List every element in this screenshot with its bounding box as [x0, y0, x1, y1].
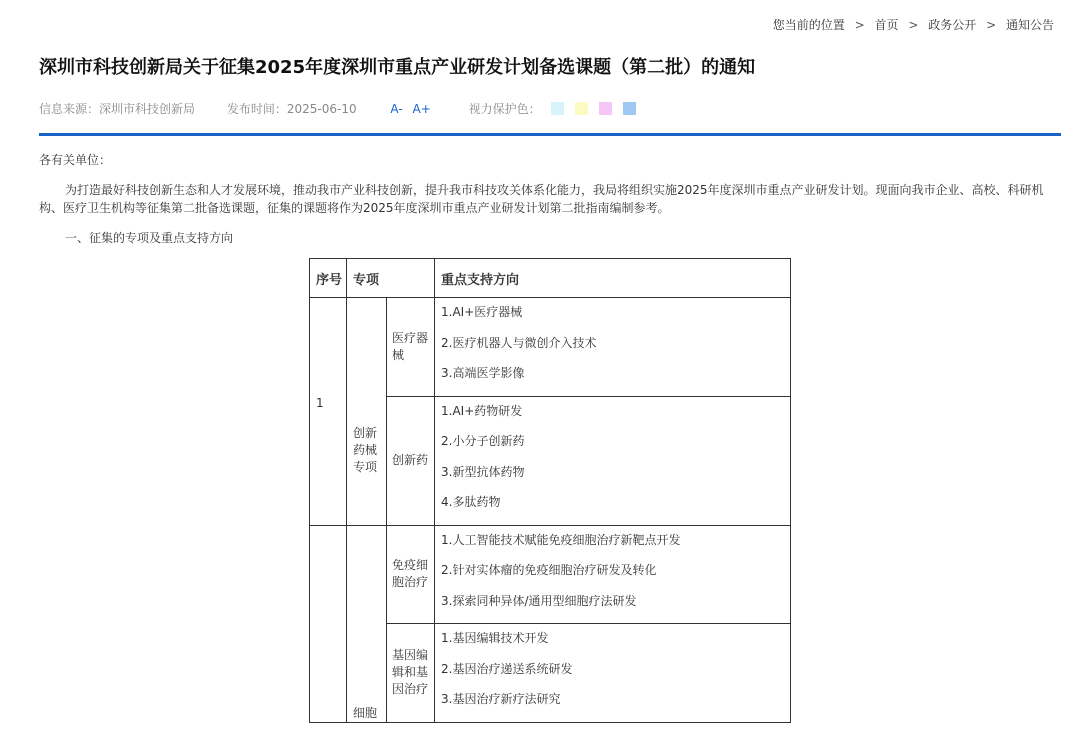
direction-item: 3.探索同种异体/通用型细胞疗法研发: [441, 593, 637, 608]
direction-item: 2.基因治疗递送系统研发: [441, 661, 573, 676]
direction-item: 2.小分子创新药: [441, 434, 525, 448]
breadcrumb-home-link[interactable]: 首页: [874, 18, 899, 32]
direction-item: 2.针对实体瘤的免疫细胞治疗研发及转化: [441, 563, 657, 577]
directions-cell: [435, 396, 791, 525]
breadcrumb-gov-affairs-link[interactable]: 政务公开: [928, 18, 977, 32]
direction-item: 1.基因编辑技术开发: [441, 631, 549, 645]
breadcrumb-separator: >: [854, 18, 865, 32]
special-project-cell: 细胞: [347, 525, 387, 722]
sub-field-cell: 基因编 辑和基 因治疗: [387, 624, 435, 723]
eye-color-blue-swatch[interactable]: [623, 102, 636, 115]
breadcrumb-prefix: 您当前的位置: [772, 18, 845, 32]
direction-item: 2.医疗机器人与微创介入技术: [441, 335, 597, 350]
font-smaller-button[interactable]: A-: [390, 101, 403, 116]
header-spec: 专项: [347, 259, 435, 298]
directions-cell: [435, 525, 791, 624]
direction-item: 3.新型抗体药物: [441, 464, 525, 479]
table-row: [310, 298, 791, 397]
salutation: 各有关单位：: [39, 153, 112, 167]
table-row: [310, 525, 791, 624]
direction-item: 4.多肽药物: [441, 495, 501, 509]
row-number-cell: [310, 525, 347, 722]
direction-item: 3.高端医学影像: [441, 366, 525, 380]
directions-cell: [435, 624, 791, 723]
eye-color-yellow-swatch[interactable]: [575, 102, 588, 115]
eye-color-cyan-swatch[interactable]: [551, 102, 564, 115]
section-heading-1: 一、征集的专项及重点支持方向: [65, 231, 234, 245]
breadcrumb-notices-link[interactable]: 通知公告: [1005, 18, 1054, 32]
direction-item: 3.基因治疗新疗法研究: [441, 692, 561, 706]
font-larger-button[interactable]: A+: [412, 101, 431, 116]
sub-field-cell: 创新药: [387, 396, 435, 525]
row-number-cell: 1: [310, 298, 347, 526]
page-title: 深圳市科技创新局关于征集2025年度深圳市重点产业研发计划备选课题（第二批）的通知: [39, 57, 756, 78]
directions-cell: [435, 298, 791, 397]
direction-item: 1.AI+医疗器械: [441, 305, 523, 319]
publish-date: 发布时间：2025-06-10: [226, 102, 357, 116]
header-num: 序号: [310, 259, 347, 298]
eye-color-pink-swatch[interactable]: [599, 102, 612, 115]
support-directions-table: [309, 258, 791, 723]
table-header-row: [310, 259, 791, 298]
font-size-controls: [390, 102, 436, 116]
sub-field-cell: 免疫细 胞治疗: [387, 525, 435, 624]
eye-protection-label: 视力保护色：: [468, 102, 541, 116]
header-dir: 重点支持方向: [435, 259, 791, 298]
breadcrumb-separator: >: [908, 18, 919, 32]
article-meta: [39, 100, 636, 117]
direction-item: 1.人工智能技术赋能免疫细胞治疗新靶点开发: [441, 532, 681, 547]
breadcrumb: [773, 16, 1054, 33]
direction-item: 1.AI+药物研发: [441, 403, 523, 418]
breadcrumb-separator: >: [986, 18, 997, 32]
info-source: 信息来源：深圳市科技创新局: [39, 102, 196, 116]
sub-field-cell: 医疗器 械: [387, 298, 435, 397]
title-divider: [39, 133, 1061, 136]
intro-paragraph: 为打造最好科技创新生态和人才发展环境，推动我市产业科技创新，提升我市科技攻关体系化能力，我局将组织实施2025年度深圳市重点产业研发计划。现面向我市企业、高校、科研机构、医疗卫生机构等征集第二批备选课题，征集的课题将作为2025年度深圳市重点产业研发计划第二批指南编制参考。: [39, 183, 1044, 215]
special-project-cell: 创新 药械 专项: [347, 298, 387, 526]
